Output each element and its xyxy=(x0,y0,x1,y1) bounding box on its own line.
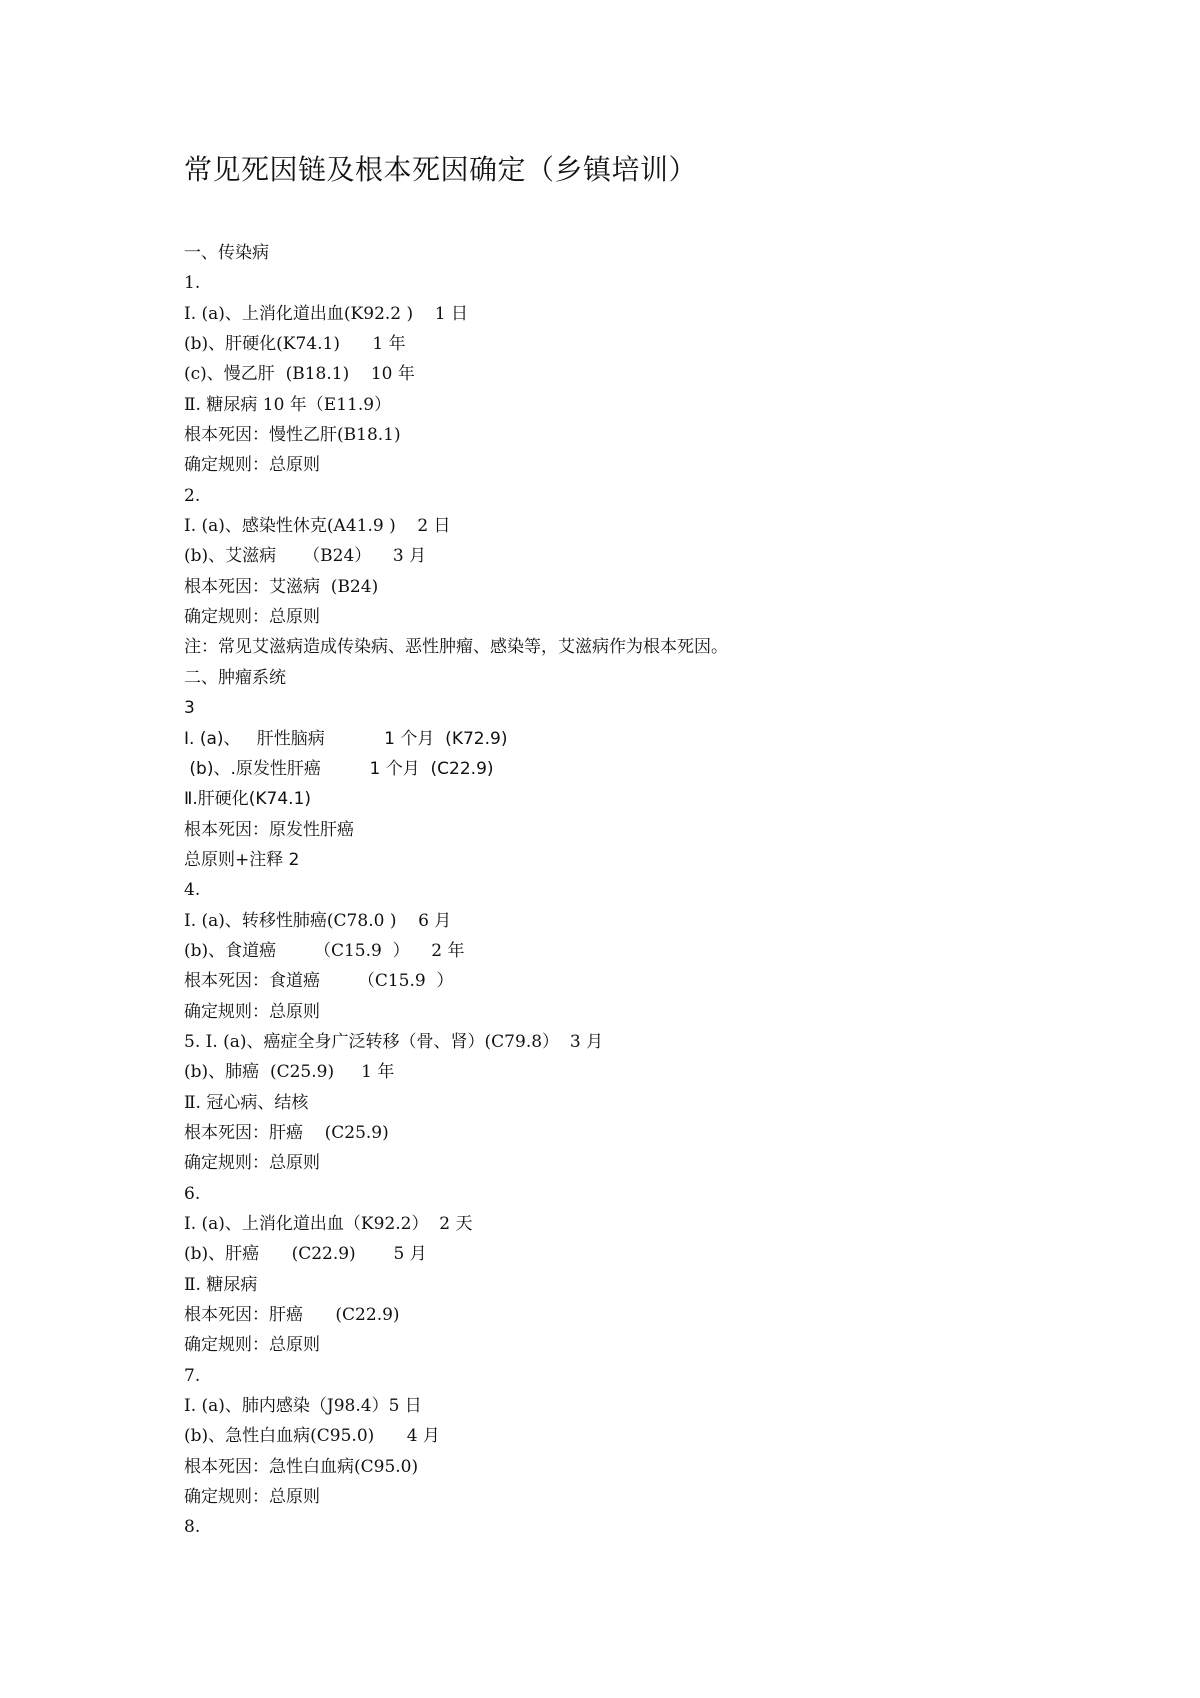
case-4-underlying-cause: 根本死因：食道癌 （C15.9 ） xyxy=(184,971,454,992)
case-number-8: 8. xyxy=(184,1517,201,1538)
case-1-underlying-cause: 根本死因：慢性乙肝(B18.1) xyxy=(184,425,401,446)
case-3-underlying-cause: 根本死因：原发性肝癌 xyxy=(184,819,354,840)
case-2-rule: 确定规则：总原则 xyxy=(184,607,320,628)
section-heading-infectious: 一、传染病 xyxy=(184,243,269,263)
case-7-cause-a: Ⅰ. (a)、肺内感染（J98.4）5 日 xyxy=(184,1396,422,1417)
case-3-rule: 总原则+注释 2 xyxy=(184,849,300,870)
case-6-rule: 确定规则：总原则 xyxy=(184,1335,320,1356)
case-2-underlying-cause: 根本死因：艾滋病 (B24) xyxy=(184,576,379,597)
case-5-cause-a: 5. Ⅰ. (a)、癌症全身广泛转移（骨、肾）(C79.8） 3 月 xyxy=(184,1031,604,1052)
section-heading-tumor: 二、肿瘤系统 xyxy=(184,667,286,688)
case-4-cause-b: (b)、食道癌 （C15.9 ） 2 年 xyxy=(184,940,465,961)
case-5-rule: 确定规则：总原则 xyxy=(184,1153,320,1174)
case-number-1: 1. xyxy=(184,273,201,294)
case-1-cause-a: Ⅰ. (a)、上消化道出血(K92.2 ) 1 日 xyxy=(184,303,468,324)
case-5-underlying-cause: 根本死因：肝癌 (C25.9) xyxy=(184,1122,389,1143)
case-2-cause-b: (b)、艾滋病 （B24） 3 月 xyxy=(184,546,427,567)
case-6-underlying-cause: 根本死因：肝癌 (C22.9) xyxy=(184,1305,400,1326)
case-7-underlying-cause: 根本死因：急性白血病(C95.0) xyxy=(184,1456,419,1477)
case-number-2: 2. xyxy=(184,485,201,506)
case-3-cause-b: (b)、.原发性肝癌 1 个月 (C22.9) xyxy=(184,758,494,779)
page-title: 常见死因链及根本死因确定（乡镇培训） xyxy=(184,153,698,186)
case-6-cause-b: (b)、肝癌 (C22.9) 5 月 xyxy=(184,1244,427,1265)
case-4-cause-a: Ⅰ. (a)、转移性肺癌(C78.0 ) 6 月 xyxy=(184,910,452,931)
case-1-cause-b: (b)、肝硬化(K74.1) 1 年 xyxy=(184,334,406,355)
case-number-7: 7. xyxy=(184,1365,201,1386)
case-6-part-2: Ⅱ. 糖尿病 xyxy=(184,1274,258,1295)
case-number-3: 3 xyxy=(184,698,195,719)
case-3-cause-a: Ⅰ. (a)、 肝性脑病 1 个月 (K72.9) xyxy=(184,728,508,749)
case-6-cause-a: Ⅰ. (a)、上消化道出血（K92.2） 2 天 xyxy=(184,1214,473,1234)
case-1-cause-c: (c)、慢乙肝 (B18.1) 10 年 xyxy=(184,364,415,385)
case-4-rule: 确定规则：总原则 xyxy=(184,1001,320,1022)
case-number-4: 4. xyxy=(184,880,201,901)
aids-note: 注：常见艾滋病造成传染病、恶性肿瘤、感染等，艾滋病作为根本死因。 xyxy=(184,637,728,658)
case-2-cause-a: Ⅰ. (a)、感染性休克(A41.9 ) 2 日 xyxy=(184,516,451,537)
case-1-rule: 确定规则：总原则 xyxy=(184,455,320,476)
case-1-part-2: Ⅱ. 糖尿病 10 年（E11.9） xyxy=(184,394,392,415)
case-5-cause-b: (b)、肺癌 (C25.9) 1 年 xyxy=(184,1062,395,1083)
case-7-rule: 确定规则：总原则 xyxy=(184,1487,320,1508)
case-number-6: 6. xyxy=(184,1183,201,1204)
document-body xyxy=(184,238,1084,1543)
case-7-cause-b: (b)、急性白血病(C95.0) 4 月 xyxy=(184,1426,440,1447)
case-5-part-2: Ⅱ. 冠心病、结核 xyxy=(184,1092,309,1113)
case-3-part-2: Ⅱ.肝硬化(K74.1) xyxy=(184,789,312,810)
